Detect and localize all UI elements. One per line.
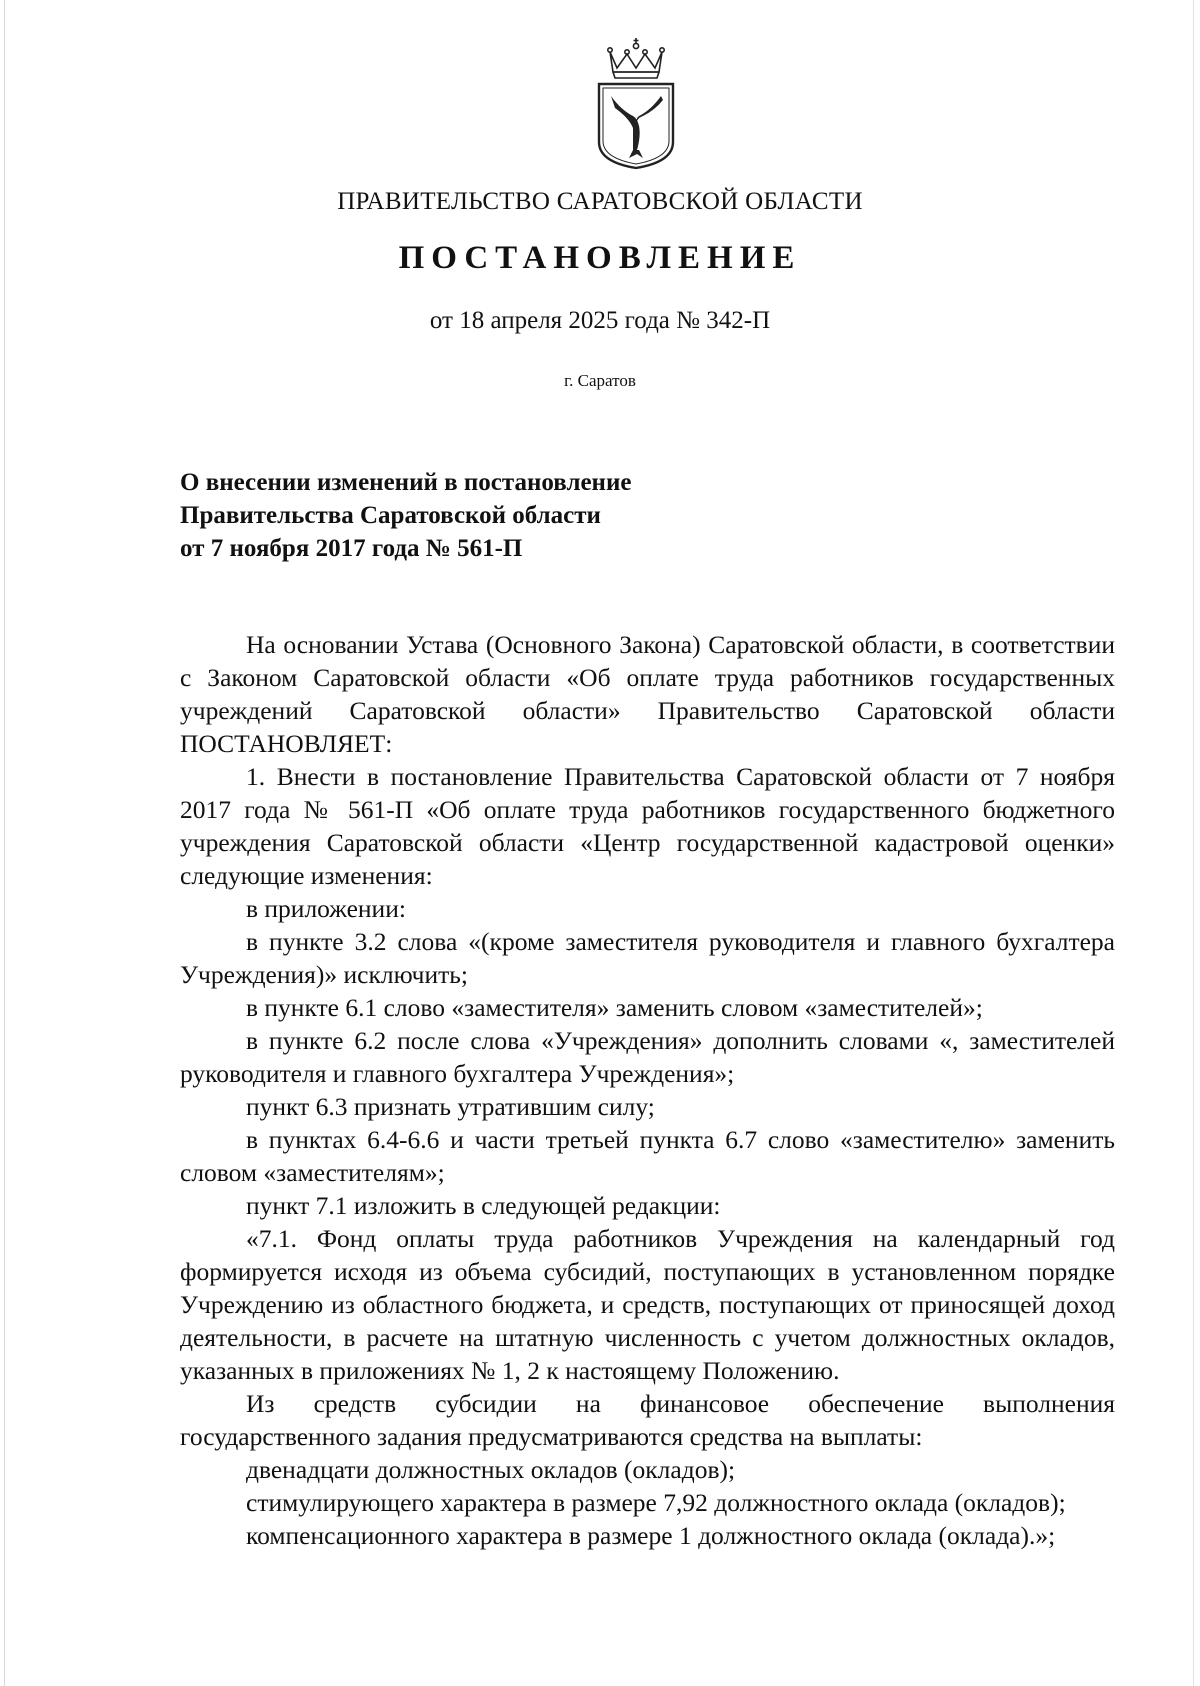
document-title [180, 466, 800, 565]
body-paragraph: двенадцати должностных окладов (окладов); [246, 1455, 736, 1484]
body-paragraph: пункт 6.3 признать утратившим силу; [246, 1092, 655, 1121]
government-name: ПРАВИТЕЛЬСТВО САРАТОВСКОЙ ОБЛАСТИ [337, 188, 863, 215]
body-paragraph: стимулирующего характера в размере 7,92 должностного оклада (окладов); [246, 1488, 1066, 1517]
body-paragraph: в пункте 6.1 слово «заместителя» заменить словом «заместителей»; [246, 993, 983, 1022]
body-paragraph: в пункте 6.2 после слова «Учреждения» дополнить словами «, заместителей руководителя и главного бухгалтера Учреждения»; [180, 1026, 1115, 1088]
body-paragraph: в приложении: [246, 894, 406, 923]
title-line: от 7 ноября 2017 года № 561-П [180, 535, 523, 562]
document-city: г. Саратов [564, 371, 636, 390]
body-paragraph: компенсационного характера в размере 1 должностного оклада (оклада).»; [246, 1521, 1056, 1550]
title-line: Правительства Саратовской области [180, 502, 601, 529]
body-paragraph: «7.1. Фонд оплаты труда работников Учреждения на календарный год формируется исходя из объема субсидий, поступающих в установленном порядке Учреждению из областного бюджета, и средств, поступающих от приносящей доход деятельности, в расчете на штатную численность с учетом должностных окладов, указанных в приложениях № 1, 2 к настоящему Положению. [180, 1224, 1115, 1385]
title-line: О внесении изменений в постановление [180, 469, 632, 496]
document-type: ПОСТАНОВЛЕНИЕ [398, 240, 802, 276]
body-paragraph: в пунктах 6.4-6.6 и части третьей пункта 6.7 слово «заместителю» заменить словом «заместителям»; [180, 1125, 1115, 1187]
body-paragraph: в пункте 3.2 слова «(кроме заместителя руководителя и главного бухгалтера Учреждения)» исключить; [180, 927, 1115, 989]
body-paragraph: пункт 7.1 изложить в следующей редакции: [246, 1191, 721, 1220]
body-paragraph: 1. Внести в постановление Правительства Саратовской области от 7 ноября 2017 года № 561-П «Об оплате труда работников государственного бюджетного учреждения Саратовской области «Центр государственной кадастровой оценки» следующие изменения: [180, 762, 1115, 890]
document-body [180, 628, 1115, 1552]
document-date-number: от 18 апреля 2025 года № 342-П [429, 307, 771, 334]
saratov-coat-of-arms-icon [593, 38, 679, 170]
body-paragraph: На основании Устава (Основного Закона) Саратовской области, в соответствии с Законом Саратовской области «Об оплате труда работников государственных учреждений Саратовской области» Правительство Саратовской области ПОСТАНОВЛЯЕТ: [180, 630, 1115, 758]
body-paragraph: Из средств субсидии на финансовое обеспечение выполнения государственного задания предусматриваются средства на выплаты: [180, 1389, 1115, 1451]
